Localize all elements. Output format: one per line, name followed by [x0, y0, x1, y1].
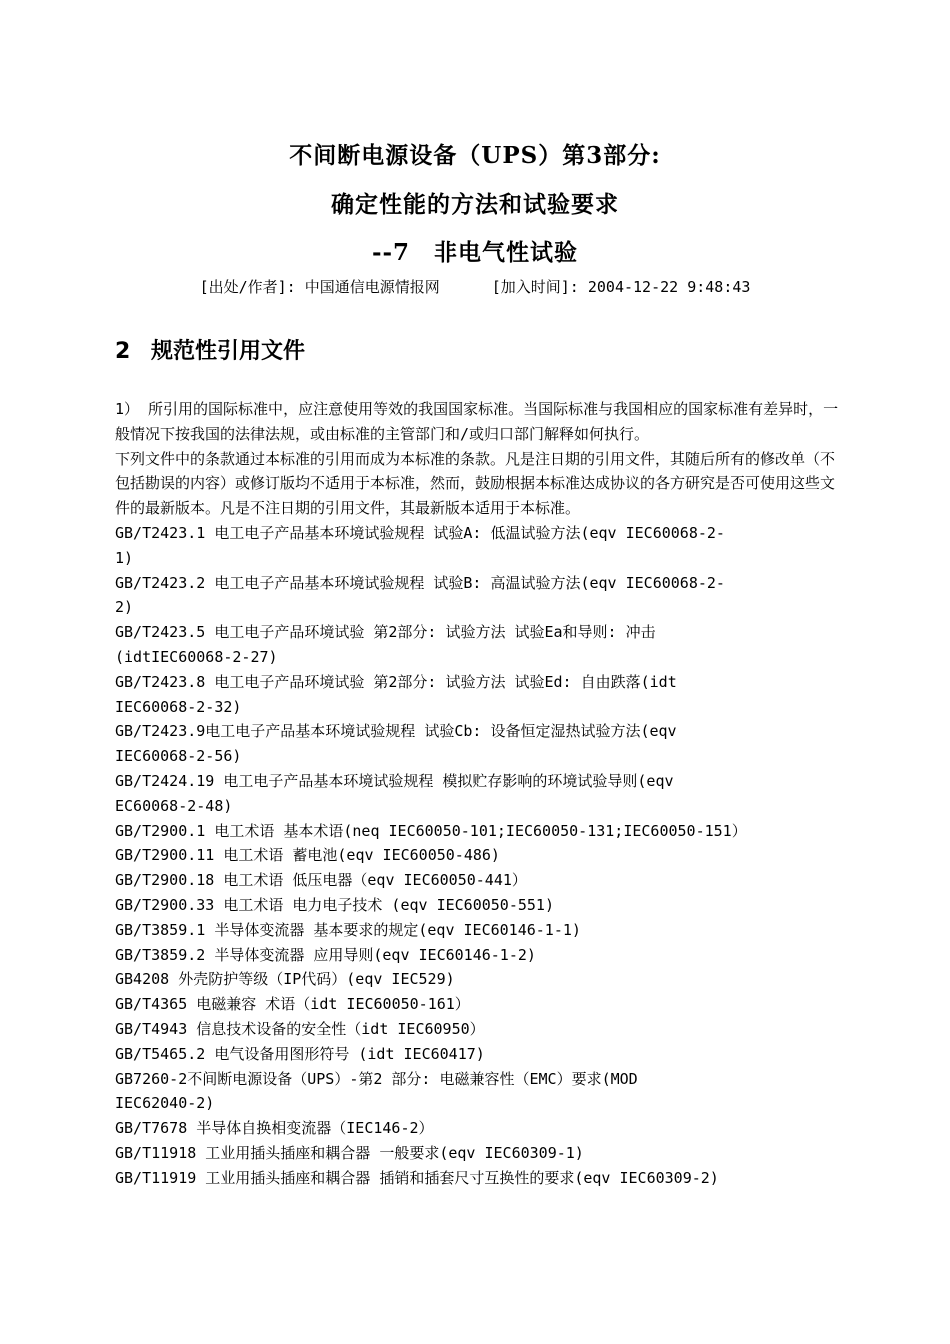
- document-meta: [0, 276, 950, 297]
- document-title-line-1: 不间断电源设备（UPS）第3部分:: [289, 142, 661, 169]
- document-title-line-3: --7 非电气性试验: [371, 239, 579, 266]
- reference-item: [115, 868, 845, 893]
- reference-line: GB/T2900.1 电工术语 基本术语(neq IEC60050-101;IEC60050-131;IEC60050-151）: [115, 821, 747, 840]
- reference-item: [115, 967, 845, 992]
- reference-item: [115, 1017, 845, 1042]
- paragraph: 下列文件中的条款通过本标准的引用而成为本标准的条款。凡是注日期的引用文件，其随后所有的修改单（不包括勘误的内容）或修订版均不适用于本标准，然而，鼓励根据本标准达成协议的各方研究是否可使用这些文件的最新版本。凡是不注日期的引用文件，其最新版本适用于本标准。: [115, 449, 836, 518]
- reference-item: [115, 1141, 845, 1166]
- reference-line: IEC60068-2-32): [115, 697, 242, 716]
- reference-item: [115, 819, 845, 844]
- paragraph: 1） 所引用的国际标准中，应注意使用等效的我国国家标准。当国际标准与我国相应的国家标准有差异时，一般情况下按我国的法律法规，或由标准的主管部门和/或归口部门解释如何执行。: [115, 400, 839, 443]
- reference-item: [115, 992, 845, 1017]
- reference-item: [115, 521, 845, 571]
- document-title-line-2: 确定性能的方法和试验要求: [331, 191, 619, 218]
- reference-line: GB/T11918 工业用插头插座和耦合器 一般要求(eqv IEC60309-1): [115, 1143, 584, 1162]
- reference-item: [115, 769, 845, 819]
- section-number: 2: [115, 339, 131, 364]
- reference-line: GB/T7678 半导体自换相变流器（IEC146-2）: [115, 1119, 434, 1138]
- added-time-label: [加入时间]: 2004-12-22 9:48:43: [491, 278, 751, 296]
- reference-item: [115, 918, 845, 943]
- reference-line: GB/T4943 信息技术设备的安全性（idt IEC60950）: [115, 1019, 485, 1038]
- reference-item: [115, 843, 845, 868]
- reference-item: [115, 893, 845, 918]
- reference-line: EC60068-2-48): [115, 796, 233, 815]
- reference-line: GB/T2423.9电工电子产品基本环境试验规程 试验Cb: 设备恒定湿热试验方法(eqv: [115, 722, 677, 741]
- reference-item: [115, 943, 845, 968]
- reference-line: IEC60068-2-56): [115, 747, 242, 766]
- reference-line: GB/T2423.1 电工电子产品基本环境试验规程 试验A: 低温试验方法(eqv IEC60068-2-: [115, 523, 725, 542]
- reference-list: [115, 521, 845, 1191]
- reference-line: GB/T3859.1 半导体变流器 基本要求的规定(eqv IEC60146-1-1): [115, 920, 581, 939]
- reference-line: GB7260-2不间断电源设备（UPS）-第2 部分: 电磁兼容性（EMC）要求(MOD: [115, 1069, 638, 1088]
- source-label: [出处/作者]: 中国通信电源情报网: [199, 278, 440, 296]
- reference-item: [115, 620, 845, 670]
- reference-line: GB/T2423.5 电工电子产品环境试验 第2部分: 试验方法 试验Ea和导则: 冲击: [115, 623, 656, 642]
- reference-line: GB/T2423.8 电工电子产品环境试验 第2部分: 试验方法 试验Ed: 自由跌落(idt: [115, 672, 677, 691]
- section-title: 规范性引用文件: [151, 339, 306, 364]
- reference-item: [115, 571, 845, 621]
- reference-line: 2): [115, 598, 134, 617]
- reference-item: [115, 719, 845, 769]
- reference-line: GB/T2900.11 电工术语 蓄电池(eqv IEC60050-486): [115, 846, 500, 865]
- reference-line: GB/T4365 电磁兼容 术语（idt IEC60050-161）: [115, 995, 470, 1014]
- reference-line: GB/T2900.33 电工术语 电力电子技术 (eqv IEC60050-551): [115, 895, 554, 914]
- reference-line: GB/T3859.2 半导体变流器 应用导则(eqv IEC60146-1-2): [115, 945, 536, 964]
- reference-item: [115, 1166, 845, 1191]
- reference-line: (idtIEC60068-2-27): [115, 647, 278, 666]
- reference-line: GB/T11919 工业用插头插座和耦合器 插销和插套尺寸互换性的要求(eqv IEC60309-2): [115, 1168, 719, 1187]
- reference-line: IEC62040-2): [115, 1094, 215, 1113]
- section-heading: [115, 334, 305, 365]
- section-body: [115, 397, 845, 1191]
- reference-line: GB/T2424.19 电工电子产品基本环境试验规程 模拟贮存影响的环境试验导则(eqv: [115, 771, 674, 790]
- reference-line: 1): [115, 548, 134, 567]
- reference-line: GB/T5465.2 电气设备用图形符号 (idt IEC60417): [115, 1044, 485, 1063]
- reference-line: GB/T2423.2 电工电子产品基本环境试验规程 试验B: 高温试验方法(eqv IEC60068-2-: [115, 573, 725, 592]
- reference-line: GB4208 外壳防护等级（IP代码）(eqv IEC529): [115, 970, 455, 989]
- reference-item: [115, 1067, 845, 1117]
- reference-item: [115, 1042, 845, 1067]
- reference-line: GB/T2900.18 电工术语 低压电器（eqv IEC60050-441）: [115, 871, 527, 890]
- reference-item: [115, 670, 845, 720]
- reference-item: [115, 1116, 845, 1141]
